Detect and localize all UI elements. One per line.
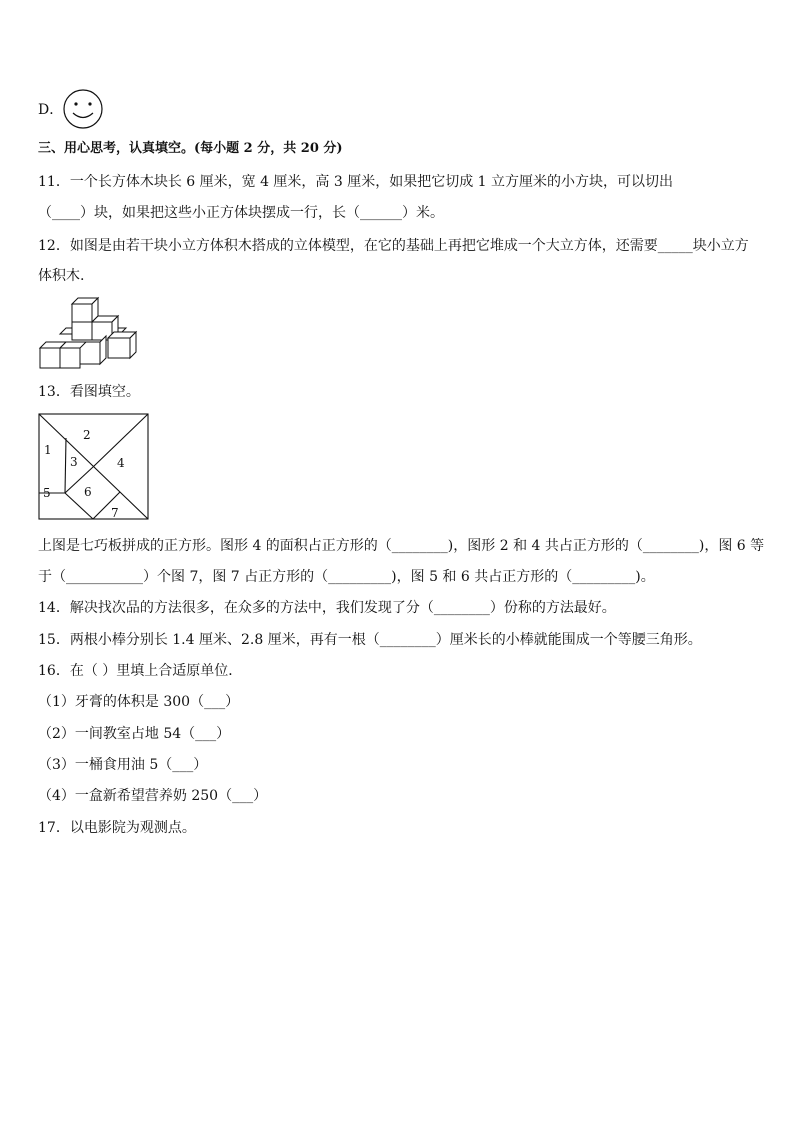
- q15-text: 15．两根小棒分别长 1.4 厘米、2.8 厘米，再有一根（________）厘米长的小棒就能围成一个等腰三角形。: [38, 632, 702, 648]
- q11-line2: （____）块，如果把这些小正方体块摆成一行，长（______）米。: [38, 205, 444, 221]
- q16-item-2: （2）一间教室占地 54（___）: [38, 726, 231, 742]
- section-heading: 三、用心思考，认真填空。(每小题 2 分，共 20 分): [38, 141, 343, 156]
- tangram-figure: [38, 413, 150, 521]
- tangram-label-1: 1: [44, 443, 52, 457]
- option-d-label: D．: [38, 102, 64, 118]
- q12-line1: 12．如图是由若干块小立方体积木搭成的立体模型，在它的基础上再把它堆成一个大立方体，还需要_____块小立方: [38, 238, 749, 254]
- tangram-label-5: 5: [43, 486, 51, 500]
- q16-title: 16．在（ ）里填上合适原单位．: [38, 663, 243, 679]
- tangram-label-4: 4: [117, 456, 125, 470]
- q13-title: 13．看图填空。: [38, 384, 140, 400]
- q14-text: 14．解决找次品的方法很多，在众多的方法中，我们发现了分（________）份称的方法最好。: [38, 600, 616, 616]
- q13-line2: 于（___________）个图 7，图 7 占正方形的（_________)，图 5 和 6 共占正方形的（_________)。: [38, 569, 655, 585]
- tangram-label-7: 7: [111, 506, 119, 520]
- q16-item-1: （1）牙膏的体积是 300（___）: [38, 694, 240, 710]
- tangram-label-3: 3: [70, 455, 78, 469]
- q13-line1: 上图是七巧板拼成的正方形。图形 4 的面积占正方形的（________)，图形 2 和 4 共占正方形的（________)，图 6 等: [38, 538, 765, 554]
- q17-title: 17．以电影院为观测点。: [38, 820, 196, 836]
- smiley-face-icon: [62, 88, 104, 130]
- q11-line1: 11．一个长方体木块长 6 厘米，宽 4 厘米，高 3 厘米，如果把它切成 1 立方厘米的小方块，可以切出: [38, 174, 674, 190]
- q12-line2: 体积木.: [38, 268, 85, 284]
- q16-item-4: （4）一盒新希望营养奶 250（___）: [38, 788, 268, 804]
- q16-item-3: （3）一桶食用油 5（___）: [38, 757, 208, 773]
- tangram-label-2: 2: [83, 428, 91, 442]
- cube-stack-figure: [38, 292, 142, 372]
- tangram-label-6: 6: [84, 485, 92, 499]
